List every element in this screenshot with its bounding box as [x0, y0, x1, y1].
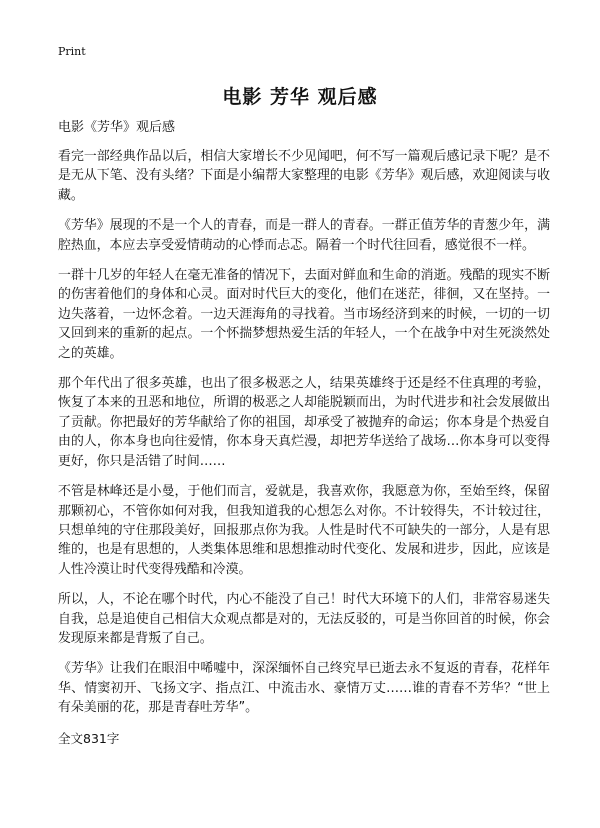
page-title: 电影 芳华 观后感: [222, 86, 378, 108]
paragraph: 《芳华》展现的不是一个人的青春，而是一群人的青春。一群正值芳华的青葱少年，满腔热血，本应去享受爱情萌动的心悸而忐忑。隔着一个时代往回看，感觉很不一样。: [58, 218, 550, 253]
paragraph: 那个年代出了很多英雄，也出了很多极恶之人，结果英雄终于还是经不住真理的考验，恢复了本来的丑恶和地位，所谓的极恶之人却能脱颖而出，为时代进步和社会发展做出了贡献。你把最好的芳华献给了你的祖国，却承受了被抛弃的命运；你本身是个热爱自由的人，你本身也向往爱情，你本身天真烂漫，却把芳华送给了战场…你本身可以变得更好，你只是活错了时间……: [58, 376, 550, 469]
paragraph: 《芳华》让我们在眼泪中唏嘘中，深深缅怀自己终究早已逝去永不复返的青春，花样年华、情窦初开、飞扬文字、指点江、中流击水、豪情万丈……谁的青春不芳华？“世上有朵美丽的花，那是青春吐芳华”。: [58, 661, 550, 716]
article-body: [58, 118, 550, 747]
print-link[interactable]: Print: [58, 45, 86, 58]
word-count: 全文831字: [58, 730, 120, 746]
paragraph: 一群十几岁的年轻人在毫无准备的情况下，去面对鲜血和生命的消逝。残酷的现实不断的伤害着他们的身体和心灵。面对时代巨大的变化，他们在迷茫，徘徊，又在坚持。一边失落着，一边怀念着。一边天涯海角的寻找着。当市场经济到来的时候，一切的一切又回到来的重新的起点。一个怀揣梦想热爱生活的年轻人，一个在战争中对生死淡然处之的英雄。: [58, 268, 550, 361]
paragraph: 不管是林峰还是小曼，于他们而言，爱就是，我喜欢你，我愿意为你，至始至终，保留那颗初心，不管你如何对我，但我知道我的心想怎么对你。不计较得失，不计较过往，只想单纯的守住那段美好，回报那点你为我。人性是时代不可缺失的一部分，人是有思维的，也是有思想的，人类集体思维和思想推动时代变化、发展和进步，因此，应该是人性冷漠让时代变得残酷和冷漠。: [58, 484, 550, 577]
paragraph: 所以，人，不论在哪个时代，内心不能没了自己！时代大环境下的人们，非常容易迷失自我，总是追使自己相信大众观点都是对的，无法反驳的，可是当你回首的时候，你会发现原来都是背叛了自己。: [58, 592, 550, 646]
article-subtitle: 电影《芳华》观后感: [58, 120, 176, 135]
paragraph: 看完一部经典作品以后，相信大家增长不少见闻吧，何不写一篇观后感记录下呢？是不是无从下笔、没有头绪？下面是小编帮大家整理的电影《芳华》观后感，欢迎阅读与收藏。: [58, 149, 550, 203]
